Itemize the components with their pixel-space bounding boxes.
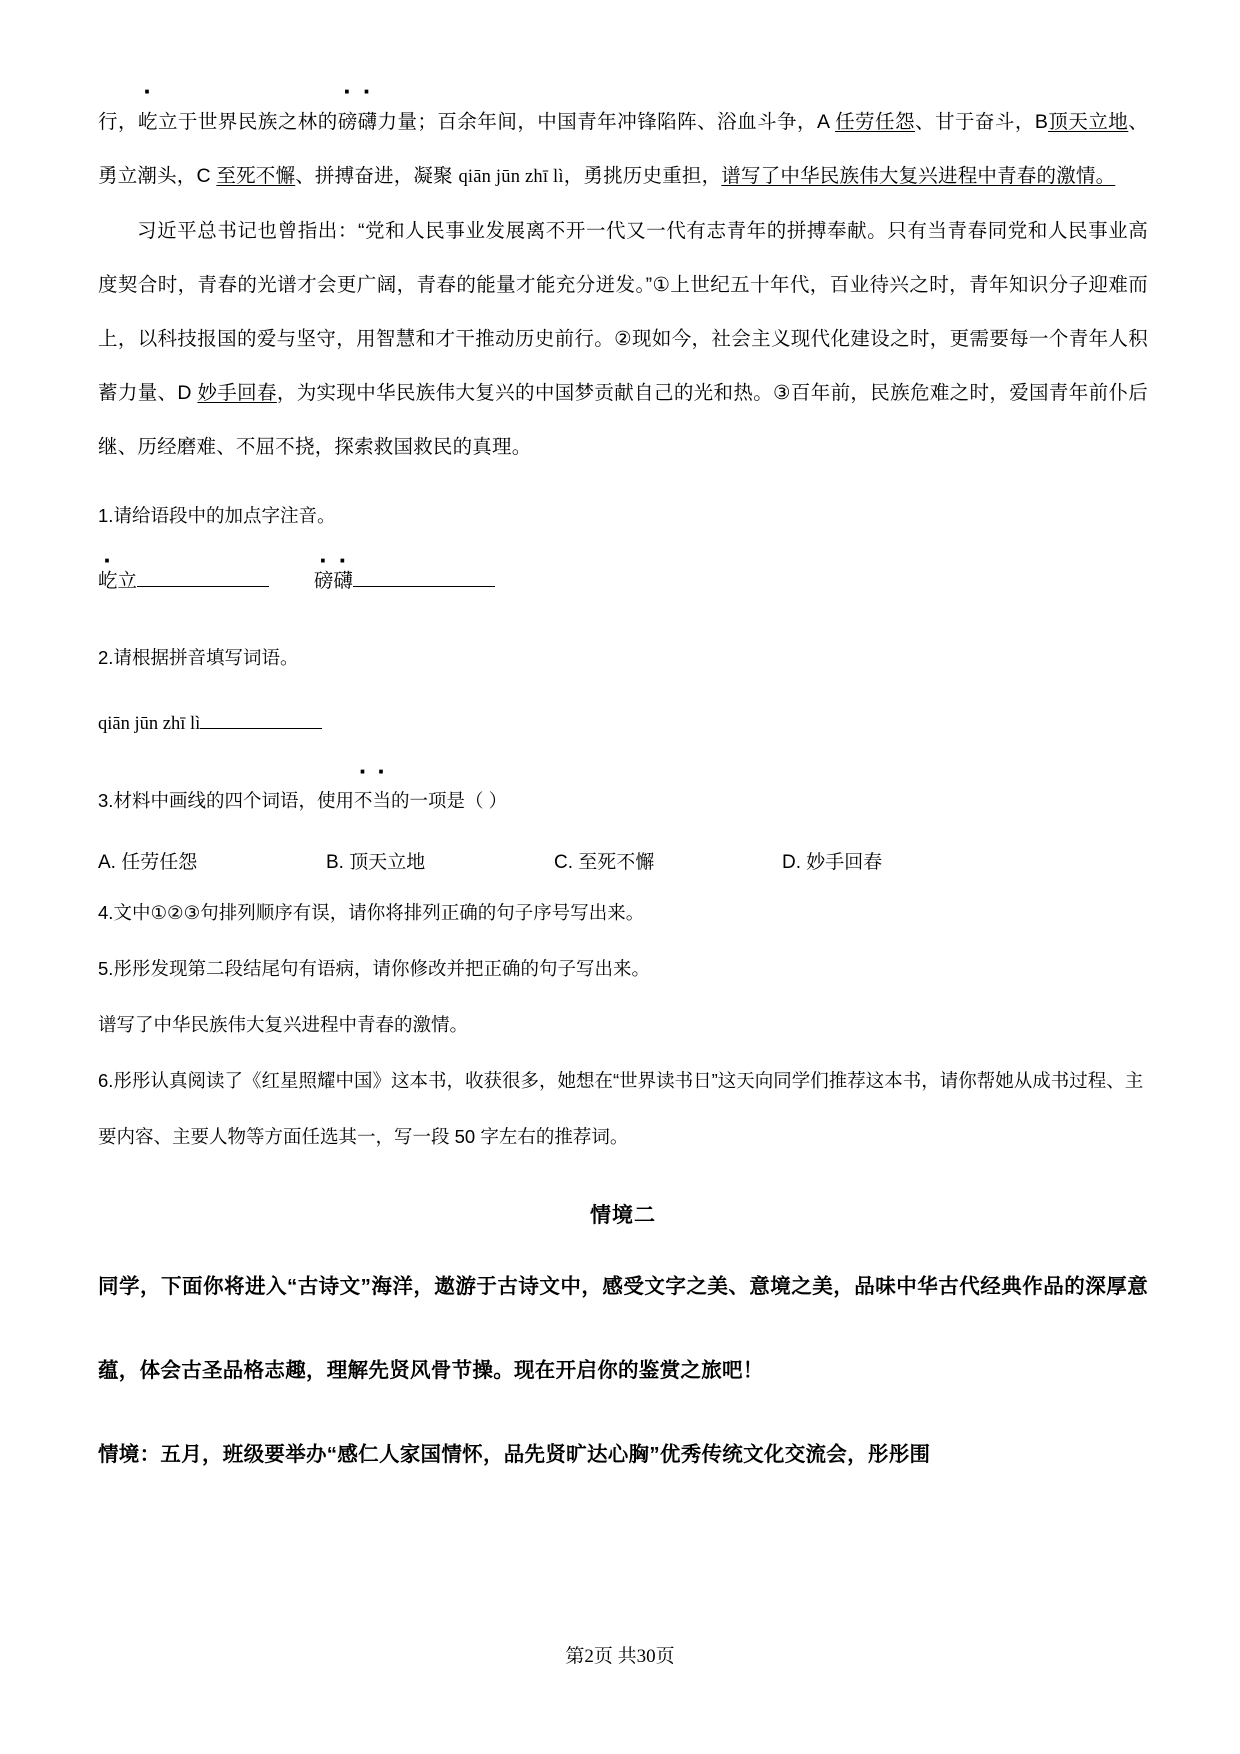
question-3-number: 3. (98, 790, 114, 811)
question-3-stem-a: 材料中画线的四个词语，使用 (113, 790, 354, 811)
answer-blank-qianjunzhili[interactable] (200, 728, 322, 729)
question-6 (98, 1053, 1148, 1165)
question-2 (98, 632, 1148, 684)
question-1-stem: 请给语段中的加点字注音。 (113, 505, 336, 526)
paragraph-1-seg-e: 、勇立潮头，C (98, 111, 1148, 187)
paragraph-continuation (98, 95, 1148, 204)
underlined-idiom-c: 至死不懈 (216, 165, 296, 187)
emphasis-dot-char-yi-q1: 屹 (98, 570, 118, 592)
paragraph-1-seg-a: 行， (98, 111, 138, 133)
answer-blank-pangbo[interactable] (353, 586, 495, 587)
emphasis-dot-char-bo-q1: 礴 (333, 570, 353, 592)
footer-prefix: 第 (565, 1646, 585, 1667)
paragraph-1-seg-f: 、拼搏奋进，凝聚 (295, 165, 459, 187)
question-5-stem: 彤彤发现第二段结尾句有语病，请你修改并把正确的句子写出来。 (113, 958, 650, 979)
question-5-quoted-sentence: 谱写了中华民族伟大复兴进程中青春的激情。 (98, 1014, 469, 1035)
page-footer (0, 1641, 1240, 1668)
question-3-stem-b: 的一项是（ ） (390, 790, 508, 811)
paragraph-1-seg-g: ，勇挑历史重担， (563, 165, 722, 187)
footer-middle: 页 共 (593, 1646, 637, 1667)
question-4-stem: 文中①②③句排列顺序有误，请你将排列正确的句子序号写出来。 (113, 902, 645, 923)
question-6-stem: 彤彤认真阅读了《红星照耀中国》这本书，收获很多，她想在“世界读书日”这天向同学们推荐这本书，请你帮她从成书过程、主要内容、主要人物等方面任选其一，写一段 50 字左右的推荐词。 (98, 1070, 1144, 1147)
question-2-stem: 请根据拼音填写词语。 (113, 647, 299, 668)
emphasis-dot-char-bu: 不 (353, 790, 373, 811)
spacer (98, 749, 1148, 775)
underlined-idiom-b: 顶天立地 (1048, 111, 1129, 133)
question-1 (98, 490, 1148, 542)
question-4 (98, 885, 1148, 941)
spacer (98, 474, 1148, 490)
emphasis-dot-char-pang: 磅 (337, 111, 358, 133)
question-3-options (98, 841, 1148, 885)
underlined-idiom-d: 妙手回春 (197, 382, 277, 404)
question-1-number: 1. (98, 505, 114, 526)
footer-suffix: 页 (655, 1646, 675, 1667)
question-2-pinyin: qiān jūn zhī lì (98, 714, 201, 734)
paragraph-2-seg-a: 习近平总书记也曾指出：“党和人民事业发展离不开一代又一代有志青年的拼搏奉献。只有当青春同党和人民事业高度契合时，青春的光谱才会更广阔，青春的能量才能充分迸发。”①上世纪五十年代，百业待兴之时，青年知识分子迎难而上，以科技报国的爱与坚守，用智慧和才干推动历史前行。②现如今，社会主义现代化建设之时，更需要每一个青年人积蓄力量、D (98, 220, 1148, 404)
question-2-answer-row (98, 706, 1148, 741)
section-title-situation-two: 情境二 (590, 1204, 656, 1227)
question-2-number: 2. (98, 647, 114, 668)
emphasis-dot-char-bo: 礴 (357, 111, 378, 133)
section-two-intro: 同学，下面你将进入“古诗文”海洋，遨游于古诗文中，感受文字之美、意境之美，品味中华古代经典作品的深厚意蕴，体会古圣品格志趣，理解先贤风骨节操。现在开启你的鉴赏之旅吧！ (98, 1275, 1148, 1382)
question-6-number: 6. (98, 1070, 114, 1091)
answer-blank-yili[interactable] (137, 586, 269, 587)
underlined-error-sentence: 谱写了中华民族伟大复兴进程中青春的激情。 (721, 165, 1116, 187)
question-1-answer-row (98, 564, 1148, 598)
question-3 (98, 775, 1148, 827)
paragraph-1-seg-c: 力量；百余年间，中国青年冲锋陷阵、浴血斗争，A (377, 111, 836, 133)
paragraph-1-seg-b: 立于世界民族之林的 (157, 111, 338, 133)
option-c[interactable]: C. 至死不懈 (554, 852, 655, 873)
emphasis-dot-char-dang: 当 (372, 790, 391, 811)
emphasis-dot-char-pang-q1: 磅 (313, 570, 334, 592)
option-d[interactable]: D. 妙手回春 (782, 852, 883, 873)
spacer (98, 606, 1148, 632)
section-two-scenario: 情境：五月，班级要举办“感仁人家国情怀，品先贤旷达心胸”优秀传统文化交流会，彤彤围 (98, 1443, 931, 1466)
paragraph-xi-quote (98, 204, 1148, 474)
underlined-idiom-a: 任劳任怨 (835, 111, 915, 133)
fill-item-yili (98, 570, 269, 592)
footer-page-number: 2 (584, 1646, 594, 1667)
option-a[interactable]: A. 任劳任怨 (98, 852, 198, 873)
paragraph-2-seg-b: ，为实现中华民族伟大复兴的中国梦贡献自己的光和热。③百年前，民族危难之时，爱国青年前仆后继、历经磨难、不屈不挠，探索救国救民的真理。 (98, 382, 1148, 458)
emphasis-dot-char-yi: 屹 (137, 111, 158, 133)
question-5-number: 5. (98, 958, 114, 979)
inline-pinyin: qiān jūn zhī lì (458, 167, 564, 187)
fill-item-yili-plain: 立 (117, 570, 138, 592)
option-b[interactable]: B. 顶天立地 (326, 852, 426, 873)
footer-total-pages: 30 (636, 1646, 656, 1667)
question-5 (98, 941, 1148, 997)
paragraph-1-seg-d: 、甘于奋斗，B (914, 111, 1049, 133)
question-4-number: 4. (98, 902, 114, 923)
fill-item-pangbo (314, 570, 495, 592)
